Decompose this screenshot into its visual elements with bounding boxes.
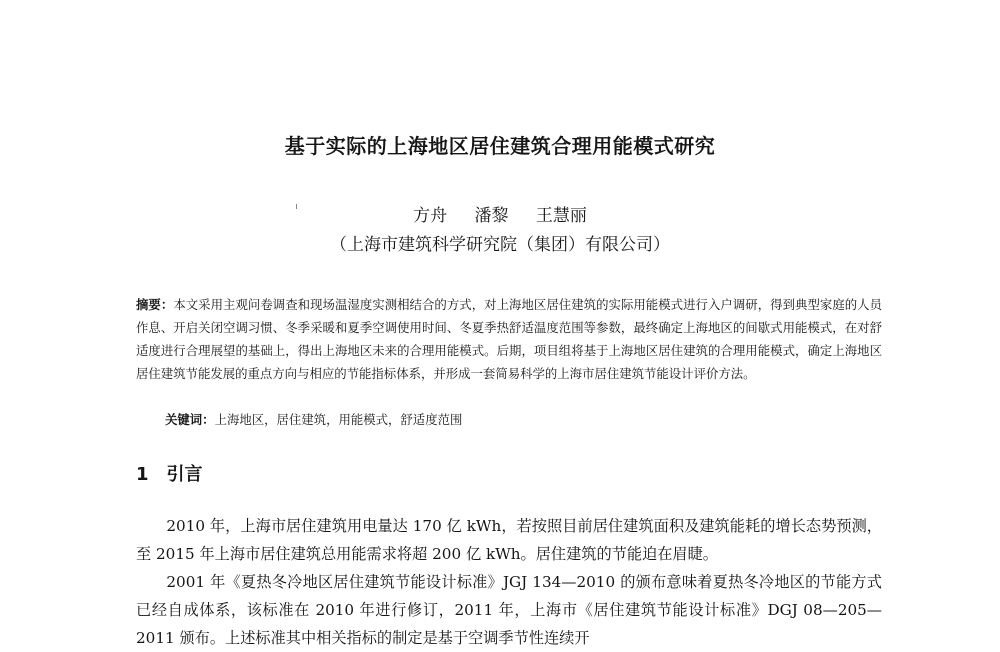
- abstract-text: 本文采用主观问卷调查和现场温湿度实测相结合的方式，对上海地区居住建筑的实际用能模式进行入户调研，得到典型家庭的人员作息、开启关闭空调习惯、冬季采暖和夏季空调使用时间、冬夏季热舒适温度范围等参数，最终确定上海地区的间歇式用能模式，在对舒适度进行合理展望的基础上，得出上海地区未来的合理用能模式。后期，项目组将基于上海地区居住建筑的合理用能模式，确定上海地区居住建筑节能发展的重点方向与相应的节能指标体系，并形成一套简易科学的上海市居住建筑节能设计评价方法。: [136, 297, 883, 381]
- paper-title: 基于实际的上海地区居住建筑合理用能模式研究: [284, 134, 716, 158]
- affiliation: （上海市建筑科学研究院（集团）有限公司）: [330, 235, 670, 255]
- section-title: 引言: [166, 464, 203, 485]
- section-heading: [136, 460, 203, 486]
- author-name: 潘黎: [474, 206, 509, 226]
- section-body: [136, 512, 882, 652]
- body-paragraph: 2001 年《夏热冬冷地区居住建筑节能设计标准》JGJ 134—2010 的颁布意味着夏热冬冷地区的节能方式已经自成体系，该标准在 2010 年进行修订，2011 年，上海市《居住建筑节能设计标准》DGJ 08—205—2011 颁布。上述标准其中相关指标的制定是基于空调季节性连续开: [136, 573, 882, 647]
- author-list: [0, 201, 1000, 226]
- abstract-label: 摘要：: [136, 297, 174, 312]
- author-name: 方舟: [413, 206, 448, 226]
- keywords-label: 关键词：: [165, 412, 215, 427]
- keywords: [165, 408, 462, 431]
- author-name: 王慧丽: [535, 206, 587, 226]
- keywords-text: 上海地区，居住建筑，用能模式，舒适度范围: [214, 412, 463, 427]
- abstract: [136, 293, 882, 385]
- body-paragraph: 2010 年，上海市居住建筑用电量达 170 亿 kWh，若按照目前居住建筑面积及建筑能耗的增长态势预测，至 2015 年上海市居住建筑总用能需求将超 200 亿 kWh。居住建筑的节能迫在眉睫。: [136, 517, 882, 563]
- section-number: 1: [136, 464, 149, 485]
